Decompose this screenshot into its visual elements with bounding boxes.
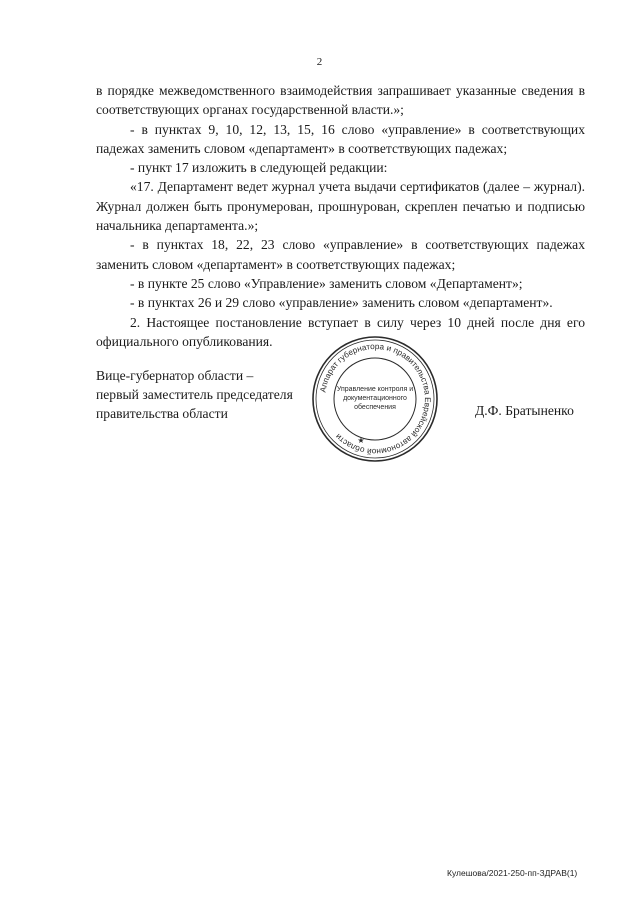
paragraph-amendment-items-9-16: - в пунктах 9, 10, 12, 13, 15, 16 слово «управление» в соответствующих падежах заменить словом «департамент» в соответствующих падежах; — [96, 121, 585, 156]
signatory-title — [96, 366, 326, 423]
paragraph-item-17-text: «17. Департамент ведет журнал учета выдачи сертификатов (далее – журнал). Журнал должен быть пронумерован, прошнурован, скреплен печатью и подписью начальника департамента.»; — [96, 179, 585, 234]
paragraph-item-17-intro: - пункт 17 изложить в следующей редакции: — [130, 160, 388, 176]
document-body — [96, 81, 585, 351]
page-number: 2 — [316, 56, 323, 68]
paragraph-effective-date: 2. Настоящее постановление вступает в силу через 10 дней после дня его официального опубликования. — [96, 314, 585, 349]
paragraph-amendment-items-18-23: - в пунктах 18, 22, 23 слово «управление» в соответствующих падежах заменить словом «департамент» в соответствующих падежах; — [96, 237, 585, 272]
signatory-title-line: первый заместитель председателя — [96, 387, 293, 402]
paragraph-continuation: в порядке межведомственного взаимодействия запрашивает указанные сведения в соответствующих органах государственной власти.»; — [96, 83, 585, 118]
signatory-name: Д.Ф. Братыненко — [475, 403, 574, 418]
document-footer-code: Кулешова/2021-250-пп-ЗДРАВ(1) — [447, 868, 578, 878]
seal-inner-line: обеспечения — [354, 404, 396, 411]
paragraph-amendment-item-25: - в пункте 25 слово «Управление» заменить словом «Департамент»; — [130, 275, 523, 291]
seal-outer-text: Аппарат губернатора и правительства Еврейской автономной области — [318, 341, 433, 457]
signatory-title-line: правительства области — [96, 406, 228, 421]
signatory-title-line: Вице-губернатор области – — [96, 368, 254, 383]
seal-inner-line: Управление контроля и — [336, 386, 414, 393]
seal-star-icon: ★ — [357, 436, 365, 445]
seal-inner-line: документационного — [343, 395, 407, 402]
official-seal — [310, 334, 440, 464]
paragraph-amendment-items-26-29: - в пунктах 26 и 29 слово «управление» заменить словом «департамент». — [130, 295, 553, 311]
